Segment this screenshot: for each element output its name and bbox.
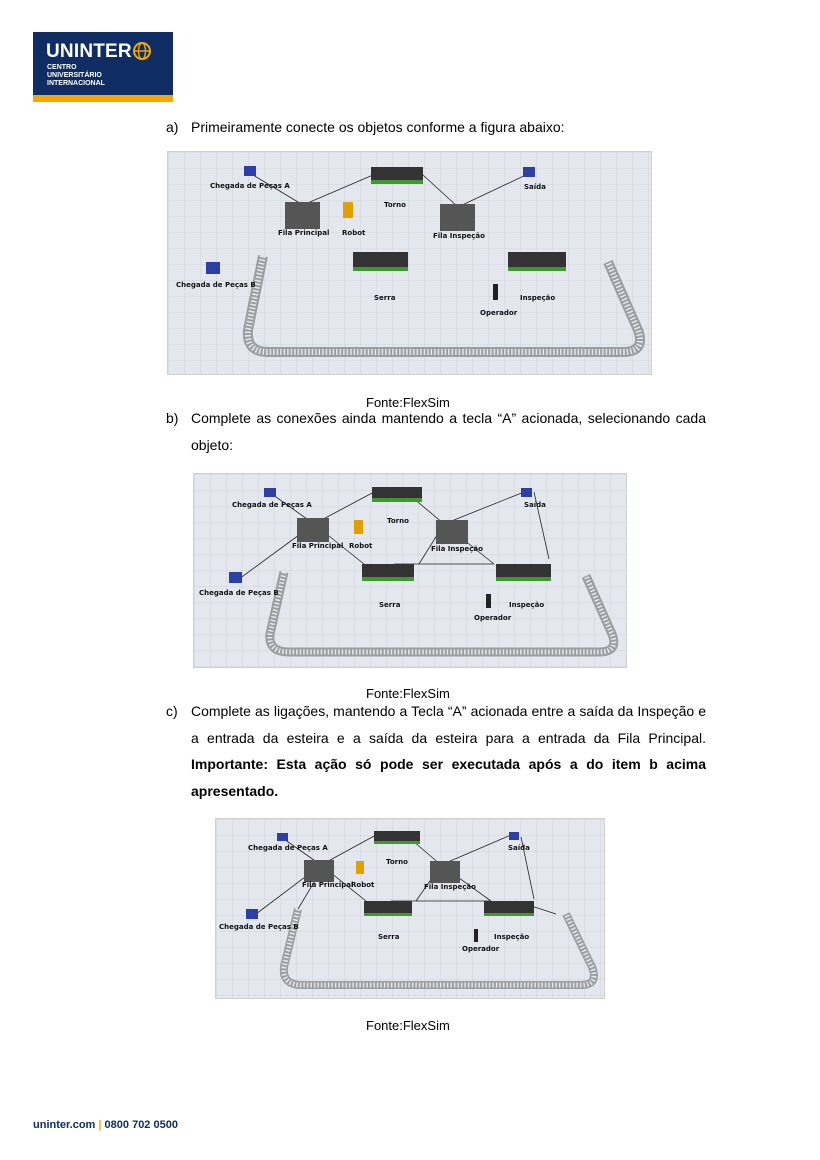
label-serra: Serra bbox=[374, 294, 396, 302]
footer-separator: | bbox=[98, 1119, 102, 1131]
label-robot: Robot bbox=[349, 542, 373, 550]
label-inspecao: Inspeção bbox=[494, 933, 530, 941]
item-a bbox=[166, 114, 706, 141]
item-b bbox=[166, 405, 706, 458]
logo-subtitle-line: INTERNACIONAL bbox=[47, 80, 105, 87]
label-saida: Saída bbox=[524, 183, 546, 191]
item-label: a) bbox=[166, 119, 179, 135]
label-chegada-a: Chegada de Peças A bbox=[210, 182, 290, 190]
label-chegada-b: Chegada de Peças B bbox=[199, 589, 279, 597]
label-chegada-b: Chegada de Peças B bbox=[219, 923, 299, 931]
logo-accent-bar bbox=[33, 95, 173, 102]
label-torno: Torno bbox=[384, 201, 406, 209]
label-chegada-a: Chegada de Peças A bbox=[248, 844, 328, 852]
label-fila-inspecao: Fila Inspeção bbox=[431, 545, 483, 553]
label-inspecao: Inspeção bbox=[520, 294, 556, 302]
label-operador: Operador bbox=[462, 945, 500, 953]
label-torno: Torno bbox=[386, 858, 408, 866]
footer-phone: 0800 702 0500 bbox=[104, 1119, 178, 1131]
label-fila-principal: Fila Principal bbox=[278, 229, 330, 237]
label-serra: Serra bbox=[379, 601, 401, 609]
label-operador: Operador bbox=[480, 309, 518, 317]
item-label: c) bbox=[166, 703, 178, 719]
label-fila-inspecao: Fila Inspeção bbox=[424, 883, 476, 891]
item-text: Complete as conexões ainda mantendo a tecla “A” acionada, selecionando cada objeto: bbox=[191, 410, 706, 453]
figure-caption: Fonte:FlexSim bbox=[366, 395, 450, 410]
label-chegada-b: Chegada de Peças B bbox=[176, 281, 256, 289]
flexsim-model-c bbox=[216, 819, 604, 998]
label-inspecao: Inspeção bbox=[509, 601, 545, 609]
logo-subtitle bbox=[47, 64, 137, 88]
item-text bbox=[191, 698, 706, 804]
label-robot: Robot bbox=[342, 229, 366, 237]
label-saida: Saída bbox=[508, 844, 530, 852]
flexsim-model-b bbox=[194, 474, 626, 667]
label-saida: Saída bbox=[524, 501, 546, 509]
logo-name: UNINTER bbox=[46, 41, 132, 62]
label-robot: Robot bbox=[351, 881, 375, 889]
footer bbox=[33, 1119, 178, 1131]
item-c bbox=[166, 698, 706, 804]
figure-c bbox=[215, 818, 605, 999]
figure-caption: Fonte:FlexSim bbox=[366, 686, 450, 701]
item-label: b) bbox=[166, 410, 179, 426]
label-operador: Operador bbox=[474, 614, 512, 622]
figure-a bbox=[167, 151, 652, 375]
label-fila-inspecao: Fila Inspeção bbox=[433, 232, 485, 240]
label-chegada-a: Chegada de Peças A bbox=[232, 501, 312, 509]
label-fila-principal: Fila Principal bbox=[292, 542, 344, 550]
item-text-important: Importante: Esta ação só pode ser executada após a do item b acima apresentado. bbox=[191, 756, 706, 799]
label-torno: Torno bbox=[387, 517, 409, 525]
uninter-logo bbox=[33, 32, 173, 102]
item-text: Primeiramente conecte os objetos conforme a figura abaixo: bbox=[191, 119, 565, 135]
label-fila-principal: Fila Principal bbox=[302, 881, 354, 889]
figure-caption: Fonte:FlexSim bbox=[366, 1018, 450, 1033]
item-text-regular: Complete as ligações, mantendo a Tecla “A” acionada entre a saída da Inspeção e a entrada da esteira e a saída da esteira para a entrada da Fila Principal. bbox=[191, 703, 706, 746]
flexsim-model-a bbox=[168, 152, 651, 374]
figure-b bbox=[193, 473, 627, 668]
globe-icon bbox=[132, 41, 152, 61]
logo-subtitle-line: CENTRO bbox=[47, 64, 77, 71]
label-serra: Serra bbox=[378, 933, 400, 941]
footer-site: uninter.com bbox=[33, 1119, 96, 1131]
logo-subtitle-line: UNIVERSITÁRIO bbox=[47, 72, 102, 79]
